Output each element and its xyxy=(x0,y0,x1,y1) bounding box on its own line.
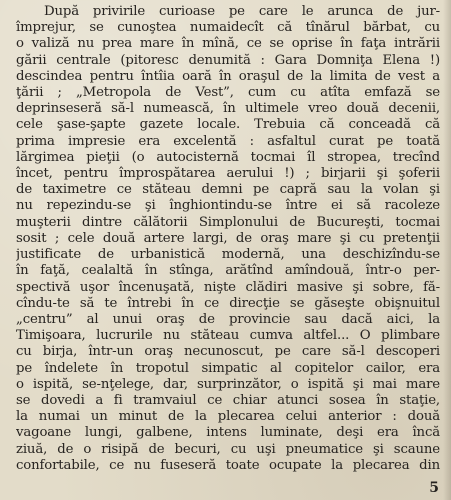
text-line: nu repezindu-se şi înghiontindu-se între ei să racoleze xyxy=(16,198,440,214)
text-line: o valiză nu prea mare în mînă, ce se oprise în faţa intrării xyxy=(16,36,440,52)
text-line: „centru” al unui oraş de provincie sau dacă aici, la xyxy=(16,311,440,327)
page-number: 5 xyxy=(429,480,439,496)
text-line: cîndu-te să te întrebi în ce direcţie se găseşte obişnuitul xyxy=(16,295,440,311)
text-line: lărgimea pieţii (o autocisternă tocmai îl stropea, trecînd xyxy=(16,149,440,165)
text-line: gării centrale (pitoresc denumită : Gara Domniţa Elena !) xyxy=(16,52,440,68)
text-line: pe îndelete în tropotul simpatic al copitelor cailor, era xyxy=(16,360,440,376)
text-line: împrejur, se cunoştea numaidecît că tînărul bărbat, cu xyxy=(16,20,440,36)
text-line: în faţă, cealaltă în stînga, arătînd amîndouă, într-o per- xyxy=(16,263,440,279)
text-line: prima impresie era excelentă : asfaltul curat pe toată xyxy=(16,133,440,149)
text-line: sosit ; cele două artere largi, de oraş mare şi cu pretenţii xyxy=(16,230,440,246)
text-line: o ispită, se-nţelege, dar, surprinzător, o ispită şi mai mare xyxy=(16,376,440,392)
text-line: ţării ; „Metropola de Vest”, cum cu atîta emfază se xyxy=(16,85,440,101)
text-line: După privirile curioase pe care le arunca de jur- xyxy=(44,4,440,19)
text-line: vagoane lungi, galbene, intens luminate, deşi era încă xyxy=(16,425,440,441)
text-line: încet, pentru împrospătarea aerului !) ; birjarii şi şoferii xyxy=(16,166,440,182)
text-line: cele şase-şapte gazete locale. Trebuia că conceadă că xyxy=(16,117,440,133)
text-line: deprinseseră să-l numească, în ultimele vreo două decenii, xyxy=(16,101,440,117)
text-line: se dovedi a fi tramvaiul ce chiar atunci sosea în staţie, xyxy=(16,392,440,408)
text-line: muşterii dintre călătorii Simplonului de Bucureşti, tocmai xyxy=(16,214,440,230)
text-line: cu birja, într-un oraş necunoscut, pe care să-l descoperi xyxy=(16,344,440,360)
text-line: descindea pentru întîia oară în oraşul de la limita de vest a xyxy=(16,68,440,84)
text-line: de taximetre ce stăteau demni pe capră sau la volan şi xyxy=(16,182,440,198)
page-edge-shadow xyxy=(443,0,451,500)
text-line: spectivă uşor încenuşată, nişte clădiri masive şi sobre, fă- xyxy=(16,279,440,295)
text-line: ziuă, de o risipă de becuri, cu uşi pneumatice şi scaune xyxy=(16,441,440,457)
text-line: Timişoara, lucrurile nu stăteau cumva altfel... O plimbare xyxy=(16,328,440,344)
text-line: confortabile, ce nu fuseseră toate ocupate la plecarea din xyxy=(16,457,440,473)
text-line: justificate de urbanistică modernă, una deschizîndu-se xyxy=(16,247,440,263)
text-line: la numai un minut de la plecarea celui anterior : două xyxy=(16,409,440,425)
